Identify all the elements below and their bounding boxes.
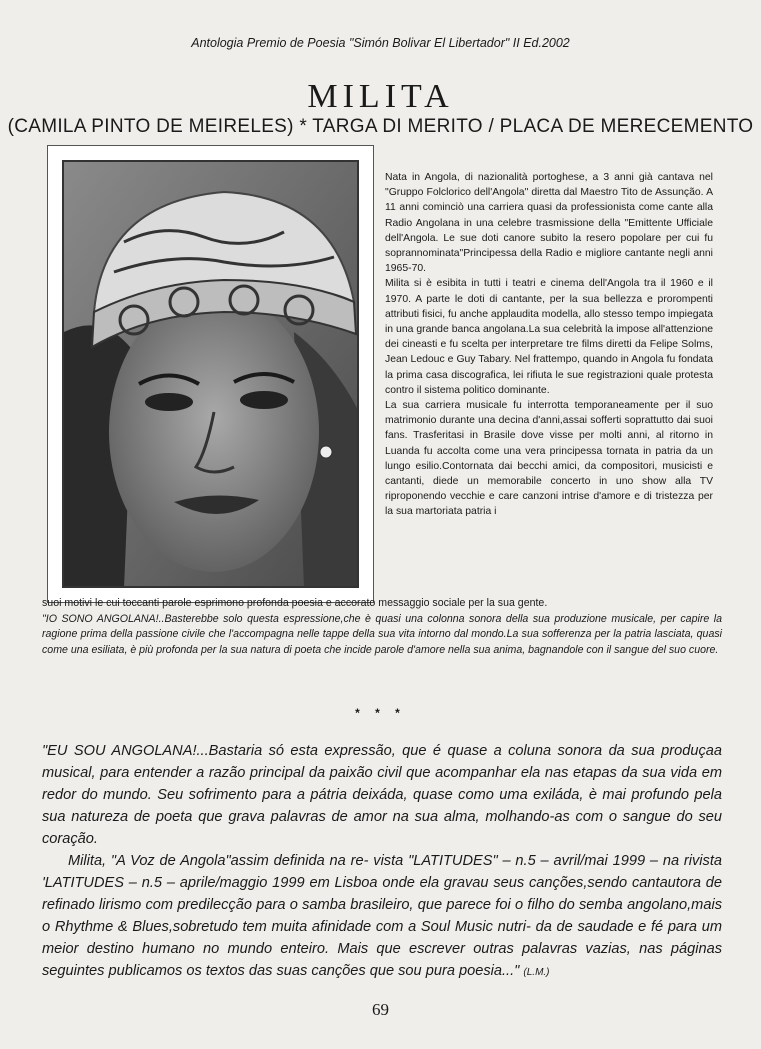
page-subtitle: (CAMILA PINTO DE MEIRELES) * TARGA DI MERITO / PLACA DE MERECEMENTO: [7, 116, 754, 137]
portuguese-paragraph-2: [42, 850, 722, 984]
portuguese-paragraph-1: "EU SOU ANGOLANA!...Bastaria só esta expressão, que é quase a coluna sonora da sua produçaa musical, para entender a razão principal da paixão civil que acompanhar ela nas etapas da sua vida em redor do mundo. Seu sofrimento para a pátria deixáda, quase como uma exiláda, è mai profundo pela sua natureza de poeta que grava palavras de amor na sua alma, molhando-as com o sangue do seu coração.: [42, 743, 722, 847]
running-header: Antologia Premio de Poesia "Simón Bolivar El Libertador" II Ed.2002: [191, 36, 570, 50]
portrait-photo: [47, 145, 374, 603]
portrait-image: [62, 160, 359, 588]
portuguese-paragraph-2-text: Milita, "A Voz de Angola"assim definida na re- vista "LATITUDES" – n.5 – avril/mai 1999 – na rivista 'LATITUDES – n.5 – aprile/maggio 1999 em Lisboa onde ela gravau seus canções,sendo cantautora de refinado lirismo com predilecção para o samba brasileiro, que parece foi o filho do semba angolano,mais o Rhythme & Blues,sobretudo tem muita afinidade com a Soul Music nutri- da de saudade e fé para um meior destino humano no mundo enteiro. Mais que escrever outras palavras vazias, nas páginas seguintes publicamos os textos das suas canções que sou pura poesia...": [42, 853, 722, 979]
page-number: 69: [372, 1000, 389, 1019]
portrait-illustration: [64, 162, 359, 588]
italian-quote-paragraph: "IO SONO ANGOLANA!..Basterebbe solo questa espressione,che è quasi una colonna sonora della sua produzione musicale, per capire la ragione prima della passione civile che l'accompagna nelle tappe della sua vita intorno dal mondo.La sua sofferenza per la patria lasciata, quasi come una esiliata, è più profonda per la sua natura di poeta che incide parole d'amore nella sua anima, bagnandole con il sangue del suo cuore.: [42, 612, 722, 656]
bio-paragraph-2: Milita si è esibita in tutti i teatri e cinema dell'Angola tra il 1960 e il 1970. A parte le doti di cantante, per la sua bellezza e prorompenti attributi fisici, fu anche applaudita modella, allo stesso tempo impiegata in una grande banca angolana.La sua celebrità la impose all'attenzione dei cineasti e fu scelta per interpretare tre films diretti da Felipe Solms, Jean Ledouc e Guy Tabary. Nel frattempo, quando in Angola fu fondata la prima casa discografica, lei rifiuta le sue registrazioni quale protesta contro il sistema politico dominante.: [385, 278, 713, 396]
biography-full-width: [42, 596, 722, 658]
section-separator: * * *: [355, 706, 406, 720]
biography-column: [385, 170, 713, 520]
bio-paragraph-1: Nata in Angola, di nazionalità portoghese, a 3 anni già cantava nel "Gruppo Folclorico dell'Angola" diretta dal Maestro Tito de Assunção. A 11 anni cominciò una carriera quasi da professionista come cante alla Radio Angolana in una celebre trasmissione della "Emittente Ufficiale dell'Angola. Le sue doti canore subito la resero popolare per cui fu soprannominata"Principessa della Radio e migliore cantante negli anni 1965-70.: [385, 172, 713, 275]
portuguese-text: [42, 740, 722, 984]
author-signature: (L.M.): [523, 967, 550, 978]
bio-paragraph-3-continued: suoi motivi le cui toccanti parole esprimono profonda poesia e accorato messaggio sociale per la sua gente.: [42, 597, 548, 609]
bio-paragraph-3: La sua carriera musicale fu interrotta temporaneamente per il suo matrimonio durante una decina d'anni,assai sofferti soprattutto dai suoi fans. Trasferitasi in Brasile dove visse per molti anni, al ritorno in Luanda fu accolta come una vera principessa tornata in patria da un lungo esilio.Contornata dai becchi amici, da compositori, musicisti e cantanti, diede un memorabile concerto in uno show alla TV riproponendo vecchie e care canzoni intrise d'amore e di tristezza per la sua martoriata patria i: [385, 400, 713, 518]
page-title: MILITA: [307, 78, 454, 115]
